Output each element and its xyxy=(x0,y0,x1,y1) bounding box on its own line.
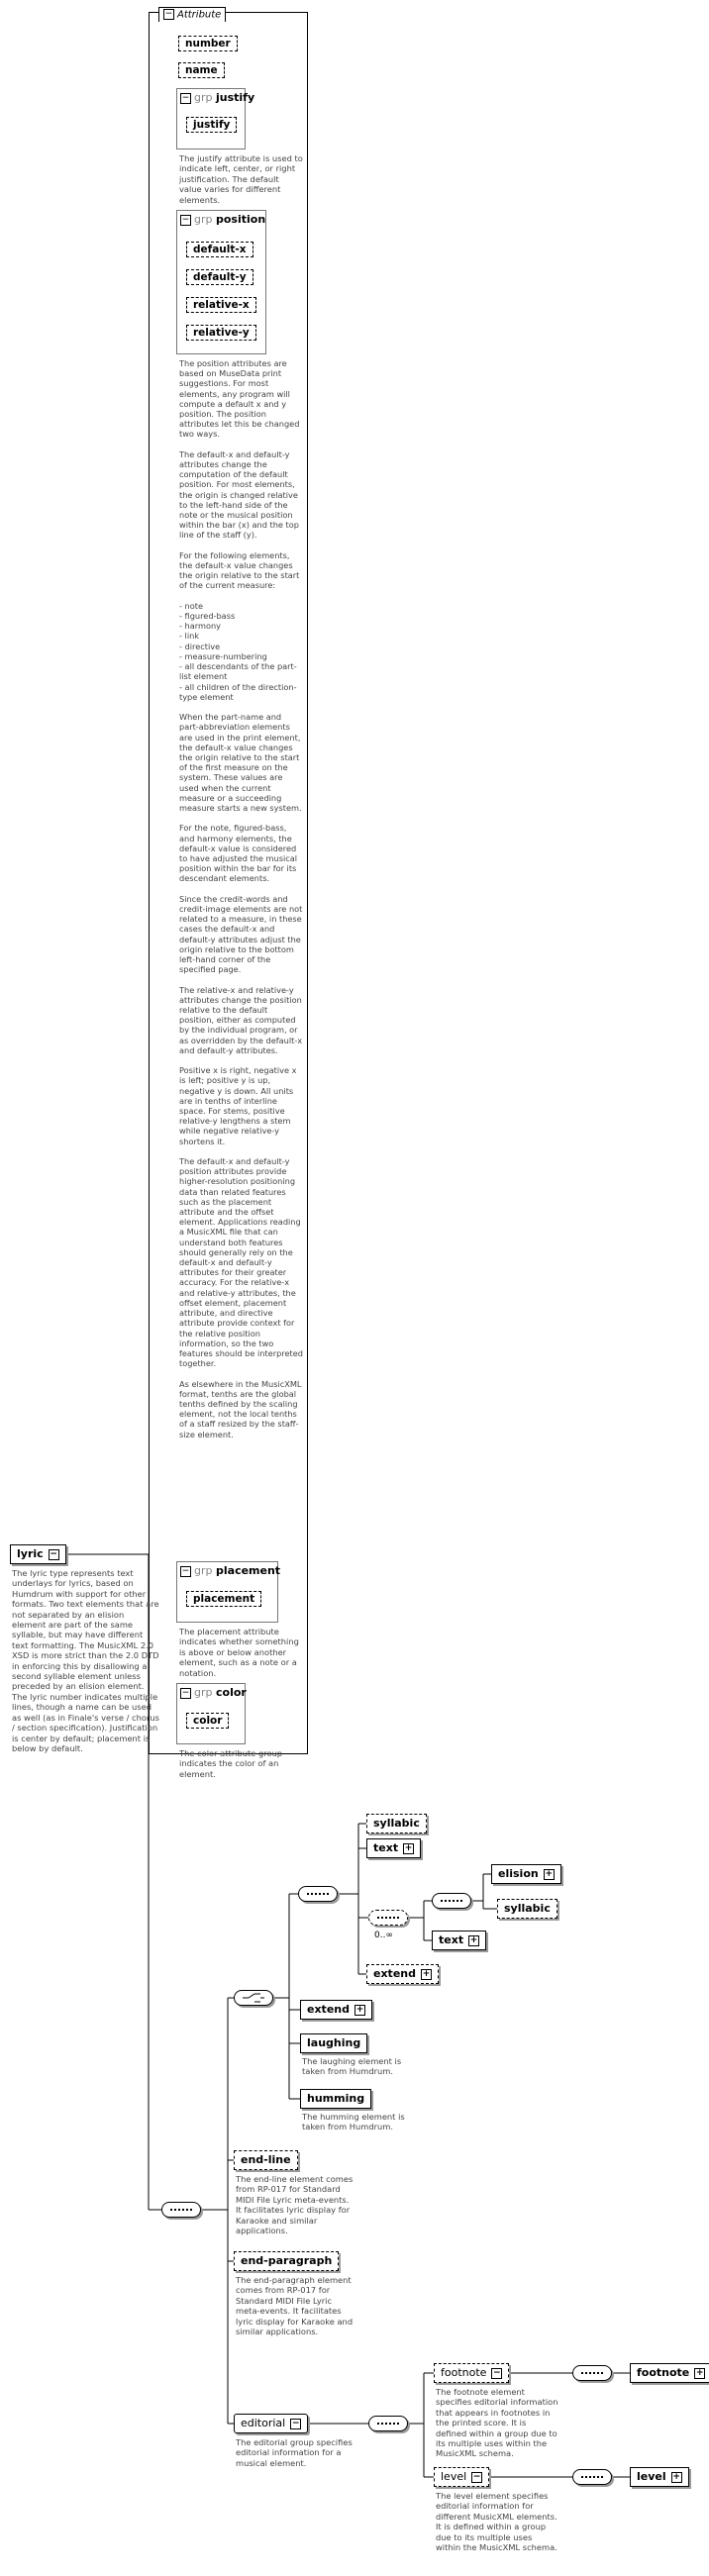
collapse-icon[interactable]: − xyxy=(181,1687,190,1698)
editorial-label: editorial xyxy=(241,2417,286,2429)
extend-element[interactable] xyxy=(300,2000,372,2020)
syllable-sequence[interactable] xyxy=(298,1886,338,1902)
footnote-group-label: footnote xyxy=(441,2366,487,2379)
attr-number[interactable]: number xyxy=(178,36,238,51)
collapse-icon[interactable]: − xyxy=(181,214,190,225)
footnote-label: footnote xyxy=(637,2366,690,2379)
justify-doc: The justify attribute is used to indicate left, center, or right justification. The default value varies for different elements. xyxy=(179,153,303,205)
editorial-group[interactable] xyxy=(234,2414,308,2433)
end-paragraph-doc: The end-paragraph element comes from RP-017 for Standard MIDI File Lyric meta-events. It facilitates lyric display for Karaoke and similar applications. xyxy=(236,2275,354,2337)
attr-justify[interactable]: justify xyxy=(186,117,237,133)
expand-icon[interactable]: + xyxy=(422,1968,431,1979)
footnote-sequence[interactable] xyxy=(572,2365,612,2381)
group-placement-header[interactable]: − grp placement xyxy=(181,1564,281,1577)
collapse-icon[interactable]: − xyxy=(472,2471,481,2482)
expand-icon[interactable]: + xyxy=(404,1842,413,1853)
syllabic-optional-element[interactable]: syllabic xyxy=(497,1899,557,1919)
level-group-label: level xyxy=(441,2470,467,2483)
attribute-tab[interactable] xyxy=(158,7,226,22)
end-line-doc: The end-line element comes from RP-017 for Standard MIDI File Lyric meta-events. It facilitates lyric display for Karaoke and similar applications. xyxy=(236,2174,354,2236)
elision-label: elision xyxy=(498,1867,539,1880)
level-element[interactable] xyxy=(630,2467,689,2487)
end-paragraph-element[interactable]: end-paragraph xyxy=(234,2251,339,2271)
laughing-element[interactable]: laughing xyxy=(300,2033,367,2053)
editorial-doc: The editorial group specifies editorial information for a musical element. xyxy=(236,2437,353,2468)
cardinality: 0..∞ xyxy=(374,1931,393,1940)
choice-compositor[interactable] xyxy=(234,1990,273,2006)
position-doc: The position attributes are based on MuseData print suggestions. For most elements, any program will compute a default x and y position. The position attributes let this be changed two ways. The default-x and default-y attributes change the computation of the default position. For most elements, the origin is changed relative to the left-hand side of the note or the musical position within the bar (x) and the top line of the staff (y). For the following elements, the default-x value changes the origin relative to the start of the current measure: - note - figured-bass - harmony - link - directive - measure-numbering - all descendants of the part-list element - all children of the direction-type element When the part-name and part-abbreviation elements are used in the print element, the default-x value changes the origin relative to the start of the first measure on the system. These values are used when the current measure or a succeeding measure starts a new system. For the note, figured-bass, and harmony elements, the default-x value is considered to have adjusted the musical position within the bar for its descendant elements. Since the credit-words and credit-image elements are not related to a measure, in these cases the default-x and default-y attributes adjust the origin relative to the bottom left-hand corner of the specified page. The relative-x and relative-y attributes change the position relative to the default position, either as computed by the individual program, or as overridden by the default-x and default-y attributes. Positive x is right, negative x is left; positive y is up, negative y is down. All units are in tenths of interline space. For stems, positive relative-y lengthens a stem while negative relative-y shortens it. The default-x and default-y position attributes provide higher-resolution positioning data than related features such as the placement attribute and the offset element. Applications reading a MusicXML file that can understand both features should generally rely on the default-x and default-y attributes for their greater accuracy. For the relative-x and relative-y attributes, the offset element, placement attribute, and directive attribute provide context for the relative position information, so the two features should be interpreted together. As elsewhere in the MusicXML format, tenths are the global tenths defined by the scaling element, not the local tenths of a staff resized by the staff-size element. xyxy=(179,358,303,1439)
expand-icon[interactable]: + xyxy=(469,1934,478,1945)
collapse-icon[interactable]: − xyxy=(164,9,173,19)
collapse-icon[interactable]: − xyxy=(50,1548,57,1559)
text-element-2[interactable] xyxy=(432,1931,486,1950)
end-line-element[interactable]: end-line xyxy=(234,2150,298,2170)
attr-relative-x[interactable]: relative-x xyxy=(186,297,256,313)
attr-default-y[interactable]: default-y xyxy=(186,269,253,285)
collapse-icon[interactable]: − xyxy=(181,1565,190,1576)
laughing-doc: The laughing element is taken from Humdrum. xyxy=(302,2056,402,2077)
extend-optional-element[interactable] xyxy=(366,1964,439,1984)
attr-name[interactable]: name xyxy=(178,62,225,78)
elision-inner-sequence[interactable] xyxy=(432,1893,471,1909)
level-label: level xyxy=(637,2470,666,2483)
root-lyric-label: lyric xyxy=(17,1547,44,1560)
root-lyric-element[interactable] xyxy=(10,1544,66,1564)
syllabic-element[interactable]: syllabic xyxy=(366,1814,427,1833)
footnote-group-ref[interactable] xyxy=(434,2363,509,2383)
text-label-2: text xyxy=(439,1933,464,1946)
attr-default-x[interactable]: default-x xyxy=(186,242,253,257)
group-justify-header[interactable]: − grp justify xyxy=(181,91,255,104)
extend-optional-label: extend xyxy=(373,1967,416,1980)
extend-label: extend xyxy=(307,2003,350,2016)
group-color-header[interactable]: − grp color xyxy=(181,1686,247,1699)
main-sequence[interactable] xyxy=(161,2202,201,2218)
placement-doc: The placement attribute indicates whether something is above or below another element, such as a note or a notation. xyxy=(179,1627,299,1678)
humming-doc: The humming element is taken from Humdrum. xyxy=(302,2112,405,2132)
level-group-ref[interactable] xyxy=(434,2467,489,2487)
color-doc: The color attribute group indicates the color of an element. xyxy=(179,1748,283,1779)
group-position-header[interactable]: − grp position xyxy=(181,213,266,226)
level-doc: The level element specifies editorial information for different MusicXML elements. It is defined within a group due to its multiple uses within the MusicXML schema. xyxy=(436,2491,557,2553)
attr-relative-y[interactable]: relative-y xyxy=(186,325,256,341)
choice-icon xyxy=(235,1991,272,2005)
footnote-doc: The footnote element specifies editorial information that appears in footnotes in the printed score. It is defined within a group due to its multiple uses within the MusicXML schema. xyxy=(436,2387,558,2459)
expand-icon[interactable]: + xyxy=(672,2471,680,2482)
attr-color[interactable]: color xyxy=(186,1713,229,1729)
collapse-icon[interactable]: − xyxy=(493,2367,501,2378)
level-sequence[interactable] xyxy=(572,2469,612,2485)
humming-element[interactable]: humming xyxy=(300,2089,371,2109)
attribute-tab-label: Attribute xyxy=(177,9,222,21)
collapse-icon[interactable]: − xyxy=(291,2418,300,2428)
expand-icon[interactable]: + xyxy=(695,2367,704,2378)
collapse-icon[interactable]: − xyxy=(181,92,190,103)
attr-placement[interactable]: placement xyxy=(186,1591,261,1607)
lyric-doc: The lyric type represents text underlays for lyrics, based on Humdrum with support for other formats. Two text elements that are not separated by an elision element are part of the same syllable, but may have different text formatting. The MusicXML 2.0 XSD is more strict than the 2.0 DTD in enforcing this by disallowing a second syllable element unless preceded by an elision element. The lyric number indicates multiple lines, though a name can be used as well (as in Finale's verse / chorus / section specification). Justification is center by default; placement is below by default. xyxy=(12,1568,159,1753)
expand-icon[interactable]: + xyxy=(355,2004,364,2015)
text-label: text xyxy=(373,1841,399,1854)
footnote-element[interactable] xyxy=(630,2363,709,2383)
editorial-sequence[interactable] xyxy=(368,2416,408,2431)
elision-sequence[interactable] xyxy=(368,1910,408,1926)
text-element[interactable] xyxy=(366,1838,421,1858)
elision-element[interactable] xyxy=(491,1864,561,1884)
expand-icon[interactable]: + xyxy=(545,1868,553,1879)
